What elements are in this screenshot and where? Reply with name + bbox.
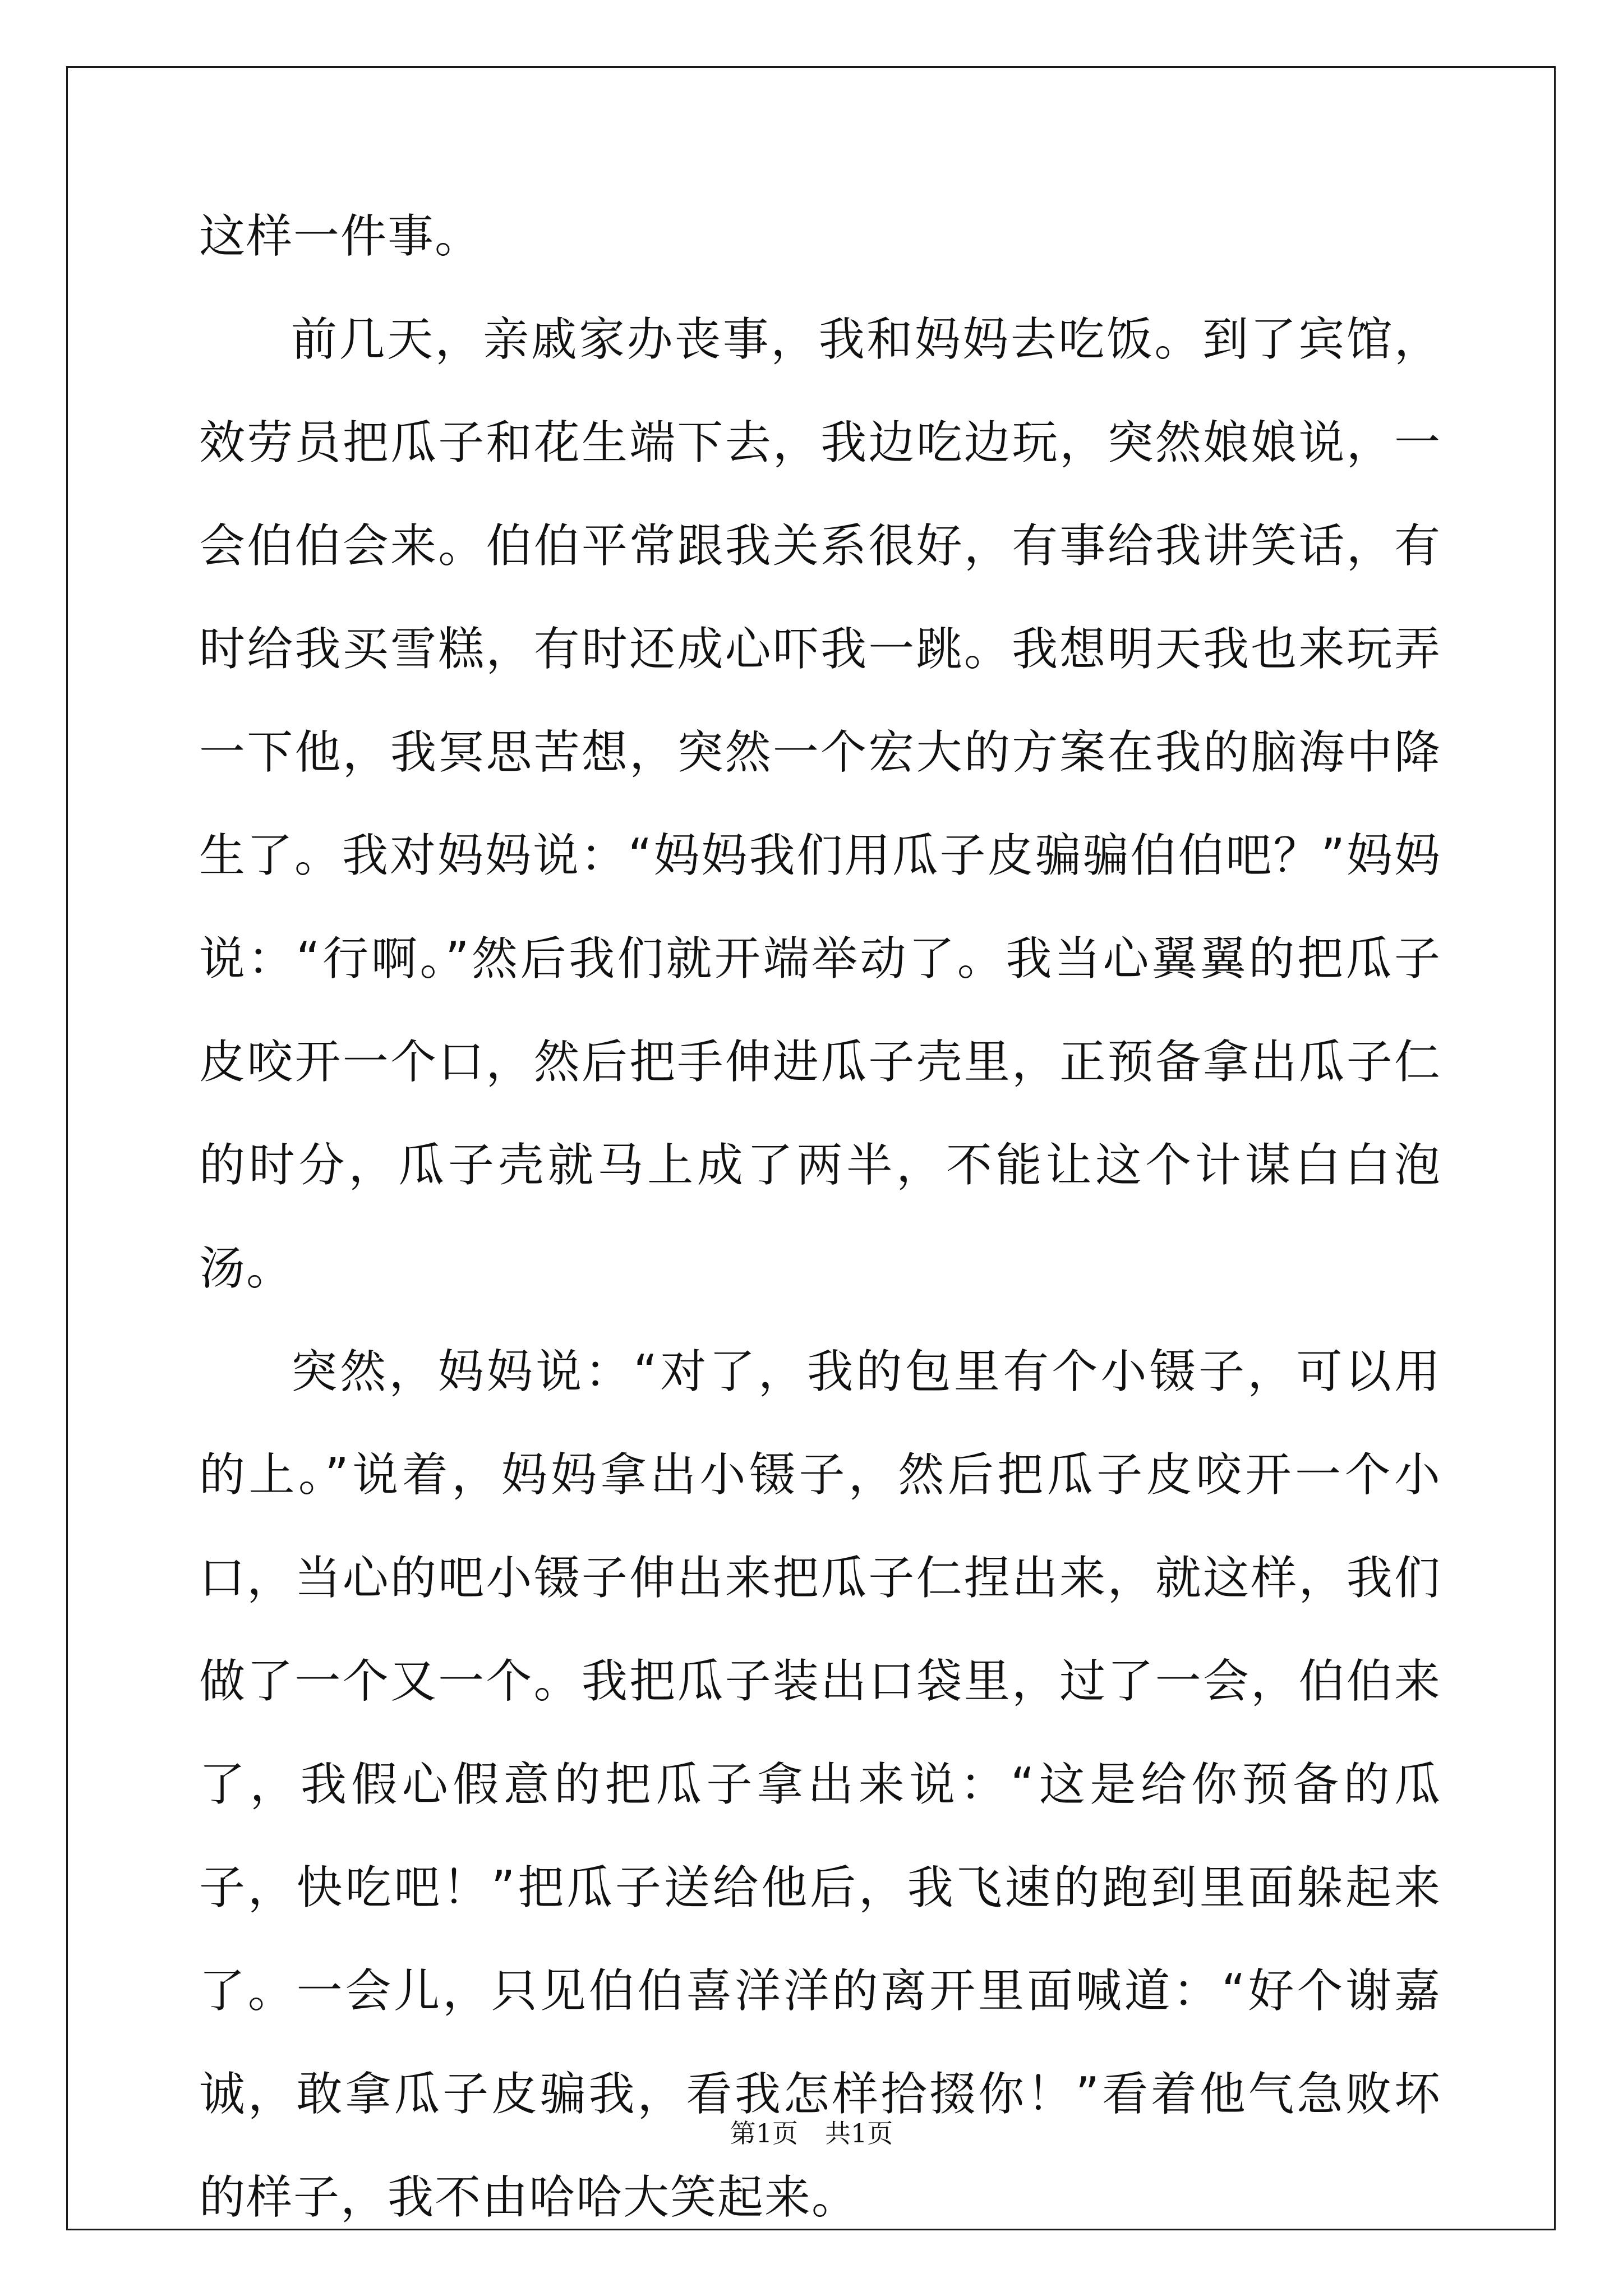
page-footer — [0, 2113, 1623, 2150]
paragraph-2: 前几天，亲戚家办丧事，我和妈妈去吃饭。到了宾馆，效劳员把瓜子和花生端下去，我边吃边玩，突然娘娘说，一会伯伯会来。伯伯平常跟我关系很好，有事给我讲笑话，有时给我买雪糕，有时还成心吓我一跳。我想明天我也来玩弄一下他，我冥思苦想，突然一个宏大的方案在我的脑海中降生了。我对妈妈说：“妈妈我们用瓜子皮骗骗伯伯吧？”妈妈说：“行啊。”然后我们就开端举动了。我当心翼翼的把瓜子皮咬开一个口，然后把手伸进瓜子壳里，正预备拿出瓜子仁的时分，瓜子壳就马上成了两半，不能让这个计谋白白泡汤。 — [199, 313, 1441, 1295]
paragraph-1: 这样一件事。 — [199, 210, 482, 263]
paragraph-3: 突然，妈妈说：“对了，我的包里有个小镊子，可以用的上。”说着，妈妈拿出小镊子，然后把瓜子皮咬开一个小口，当心的吧小镊子伸出来把瓜子仁捏出来，就这样，我们做了一个又一个。我把瓜子装出口袋里，过了一会，伯伯来了，我假心假意的把瓜子拿出来说：“这是给你预备的瓜子，快吃吧！”把瓜子送给他后，我飞速的跑到里面躲起来了。一会儿，只见伯伯喜洋洋的离开里面喊道：“好个谢嘉诚，敢拿瓜子皮骗我，看我怎样拾掇你！”看着他气急败坏的样子，我不由哈哈大笑起来。 — [199, 1345, 1441, 2224]
document-body — [199, 185, 1441, 2249]
page-number-total: 共1页 — [825, 2118, 893, 2148]
page-number-current: 第1页 — [730, 2118, 798, 2148]
